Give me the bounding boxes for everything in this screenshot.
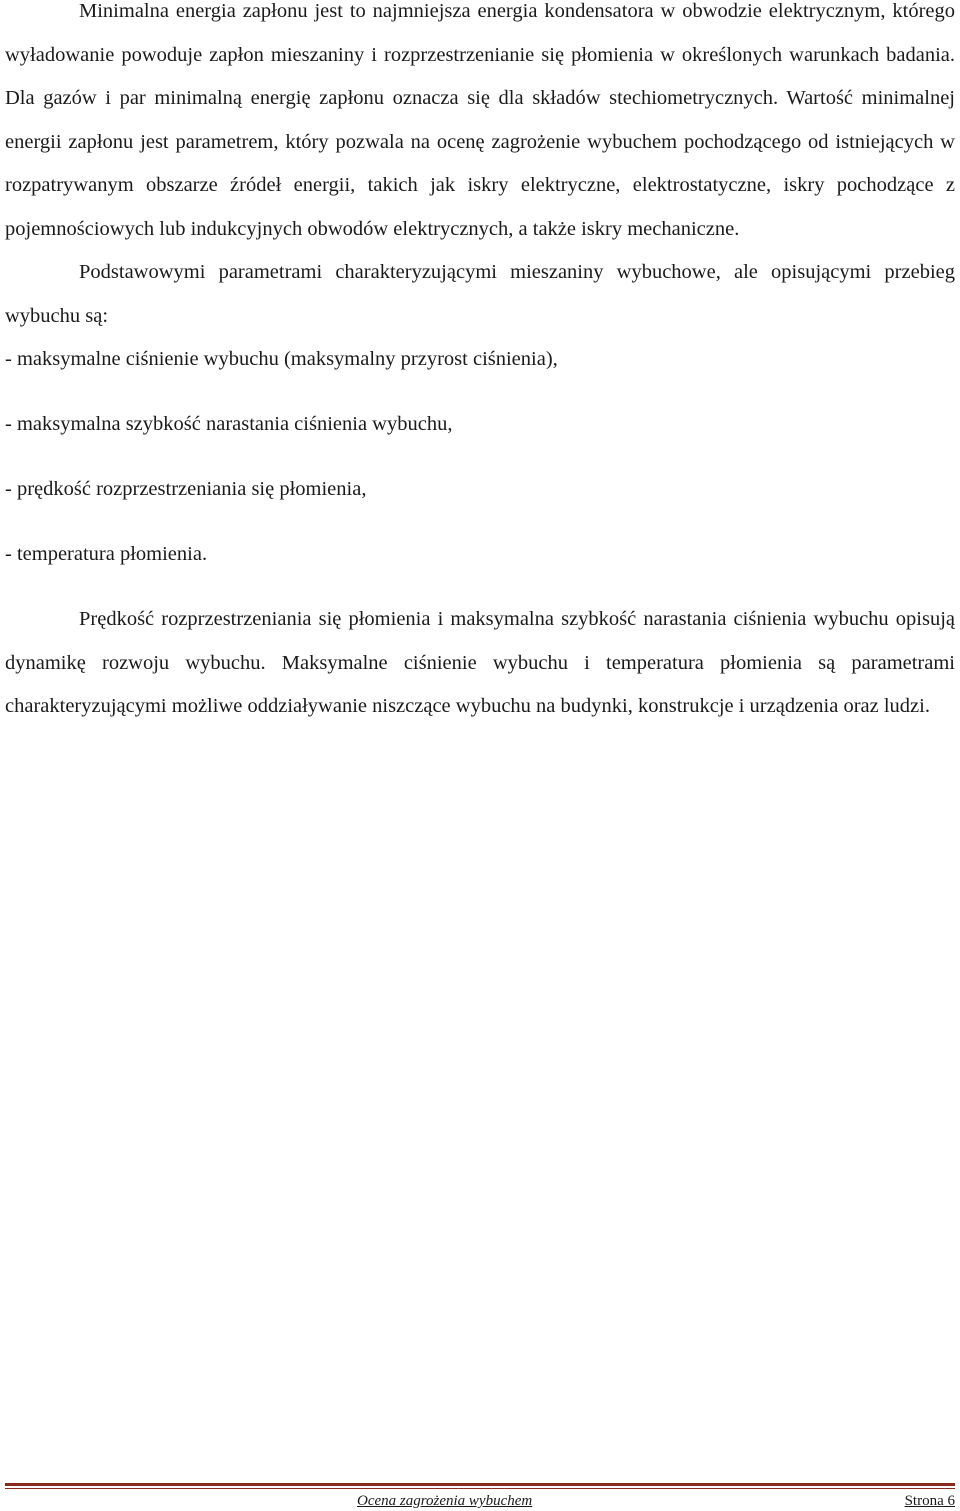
paragraph-explosion-dynamics: Prędkość rozprzestrzeniania się płomienia i maksymalna szybkość narastania ciśnienia wybuchu opisują dynamikę rozwoju wybuchu. Maksymalne ciśnienie wybuchu i temperatura płomienia są parametrami charakteryzującymi możliwe oddziaływanie niszczące wybuchu na budynki, konstrukcje i urządzenia oraz ludzi. [5,608,955,717]
footer-rule-thick [5,1483,955,1486]
list-item: - maksymalna szybkość narastania ciśnienia wybuchu, [5,413,453,435]
parameter-list [5,338,955,598]
list-item: - prędkość rozprzestrzeniania się płomienia, [5,478,367,500]
paragraph-explosion-parameters: Podstawowymi parametrami charakteryzującymi mieszaniny wybuchowe, ale opisującymi przebieg wybuchu są: [5,261,955,327]
footer-page-number: Strona 6 [904,1493,955,1509]
page-footer [5,1492,955,1511]
footer-rule-thin [5,1488,955,1489]
document-page [5,0,955,729]
footer-title: Ocena zagrożenia wybuchem [357,1493,533,1509]
paragraph-minimal-ignition-energy: Minimalna energia zapłonu jest to najmniejsza energia kondensatora w obwodzie elektrycznym, którego wyładowanie powoduje zapłon mieszaniny i rozprzestrzenianie się płomienia w określonych warunkach badania. Dla gazów i par minimalną energię zapłonu oznacza się dla składów stechiometrycznych. Wartość minimalnej energii zapłonu jest parametrem, który pozwala na ocenę zagrożenie wybuchem pochodzącego od istniejących w rozpatrywanym obszarze źródeł energii, takich jak iskry elektryczne, elektrostatyczne, iskry pochodzące z pojemnościowych lub indukcyjnych obwodów elektrycznych, a także iskry mechaniczne. [5,0,955,240]
list-item: - temperatura płomienia. [5,543,208,565]
footer-rule [5,1483,955,1491]
list-item: - maksymalne ciśnienie wybuchu (maksymalny przyrost ciśnienia), [5,348,558,370]
